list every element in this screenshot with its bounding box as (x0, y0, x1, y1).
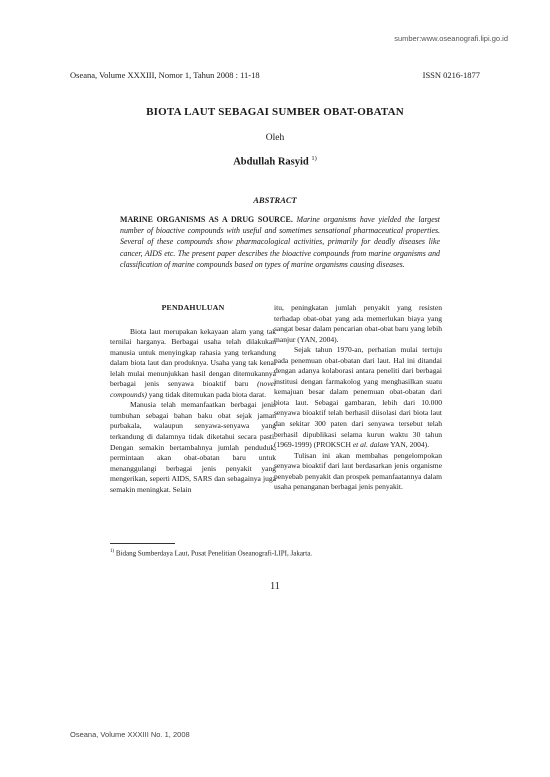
abstract-text: Marine organisms have yielded the largest number of bioactive compounds with useful and sometimes sensational pharmaceutical properties. Several of these compounds show pharmacological activities, primarily for deadly diseases like cancer, AIDS etc. The present paper describes the bioactive compounds from marine organisms and classification of marine compounds based on types of marine organisms causing diseases. (120, 215, 440, 269)
paragraph-text: yang tidak ditemukan pada biota darat. (146, 389, 267, 399)
paragraph-text: Sejak tahun 1970-an, perhatian mulai tertuju pada penemuan obat-obatan dari laut. Hal ini ditandai dengan adanya kolaborasi antara peneliti dari berbagai institusi dengan farmakolog yang menghasilkan suatu kemajuan besar dalam penemuan obat-obatan dari biota laut. Sebagai gambaran, lebih dari 10.000 senyawa bioaktif telah berhasil diisolasi dari biota laut dan sekitar 300 paten dari senyawa tersebut telah berhasil dipublikasi selama kurun waktu 30 tahun (1969-1999) (PROKSCH (274, 345, 442, 450)
abstract-body (120, 214, 440, 270)
paragraph-intro-1 (110, 327, 276, 401)
page-footer: Oseana, Volume XXXIII No. 1, 2008 (70, 730, 190, 739)
italic-term: et al. (352, 440, 368, 450)
paragraph-text: Biota laut merupakan kekayaan alam yang tak ternilai harganya. Berbagai usaha telah dilakukan manusia untuk menyingkap rahasia yang terkandung dalam biota laut dan produknya. Usaha yang tak kenal lelah mulai menunjukkan hasil dengan ditemukannya berbagai jenis senyawa bioaktif baru (110, 326, 276, 389)
article-title: BIOTA LAUT SEBAGAI SUMBER OBAT-OBATAN (146, 106, 404, 118)
italic-term: (novel compounds) (110, 379, 276, 399)
footnote-mark: 1) (110, 549, 115, 554)
paragraph-scope: Tulisan ini akan membahas pengelompokan senyawa bioaktif dari laut berdasarkan jenis organisme penyebab penyakit dan prospek pemanfaatannya dalam usaha penanganan berbagai jenis penyakit. (274, 450, 442, 492)
footnote-divider (110, 543, 175, 544)
italic-term: dalam (369, 440, 389, 450)
paragraph-intro-2: Manusia telah memanfaatkan berbagai jenis tumbuhan sebagai bahan baku obat sejak jaman purbakala, walaupun senyawa-senyawa yang terkandung di dalamnya tidak diketahui secara pasti. Dengan semakin bertambahnya jumlah penduduk, permintaan akan obat-obatan baru untuk menanggulangi berbagai jenis penyakit yang mengerikan, seperti AIDS, SARS dan sebagainya juga semakin meningkat. Selain (110, 400, 276, 494)
source-watermark: sumber:www.oseanografi.lipi.go.id (394, 34, 508, 43)
author-name (0, 155, 550, 168)
by-line: Oleh (265, 133, 285, 143)
page-number: 11 (270, 581, 280, 592)
paragraph-continued: itu, peningkatan jumlah penyakit yang resisten terhadap obat-obat yang ada memerlukan biaya yang sangat besar dalam pencarian obat-obat baru yang lebih manjur (YAN, 2004). (274, 303, 442, 344)
right-column (274, 303, 442, 493)
author-footnote-mark: 1) (311, 155, 317, 162)
paragraph-history (274, 345, 442, 450)
author-name-text: Abdullah Rasyid (233, 156, 309, 168)
journal-citation: Oseana, Volume XXXIII, Nomor 1, Tahun 2008 : 11-18 (70, 70, 260, 80)
running-header (70, 70, 480, 80)
footnote-text: Bidang Sumberdaya Laut, Pusat Penelitian Oseanografi-LIPI, Jakarta. (114, 549, 313, 558)
left-column (110, 303, 276, 495)
abstract-heading: ABSTRACT (253, 195, 297, 205)
section-heading: PENDAHULUAN (161, 303, 225, 312)
paragraph-text: YAN, 2004). (388, 440, 430, 450)
footnote (110, 549, 312, 557)
abstract-lead: MARINE ORGANISMS AS A DRUG SOURCE. (120, 215, 293, 224)
issn: ISSN 0216-1877 (422, 70, 480, 80)
